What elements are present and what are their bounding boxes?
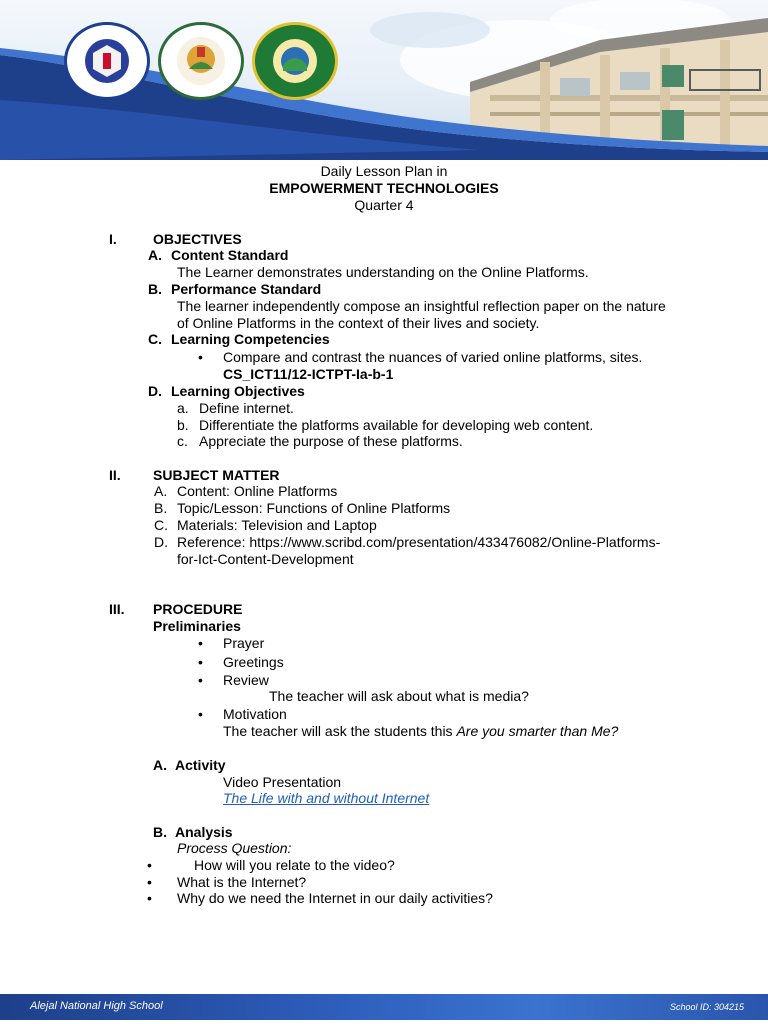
section-3-number: III. (109, 601, 125, 617)
subject-item-label-d: D. (154, 534, 168, 550)
quarter-label: Quarter 4 (354, 197, 414, 213)
subject-item-topic: Topic/Lesson: Functions of Online Platforms (177, 500, 451, 516)
motivation-text (223, 723, 618, 739)
subject-item-label-c: C. (154, 517, 168, 533)
section-2-number: II. (109, 467, 121, 483)
title-line1: Daily Lesson Plan in (320, 163, 448, 179)
subject-item-materials: Materials: Television and Laptop (177, 517, 377, 533)
subject-item-reference-cont: for-Ict-Content-Development (177, 551, 354, 567)
performance-standard-label: B. (148, 281, 162, 297)
motivation-text-italic: Are you smarter than Me? (456, 723, 619, 739)
process-question-label: Process Question: (177, 840, 292, 856)
footer-school-name: Alejal National High School (30, 1000, 163, 1012)
review-text: The teacher will ask about what is media? (269, 688, 529, 704)
activity-title: Activity (175, 757, 226, 773)
region-xi-seal-logo (158, 22, 244, 100)
question-3: Why do we need the Internet in our daily activities? (177, 890, 493, 906)
activity-label: A. (153, 757, 167, 773)
question-bullet-2: • (147, 874, 152, 890)
footer-school-id: School ID: 304215 (669, 1002, 744, 1012)
section-2-heading: SUBJECT MATTER (153, 467, 280, 483)
header-banner (0, 0, 768, 160)
learning-competencies-label: C. (148, 331, 162, 347)
objective-label-a: a. (177, 400, 189, 416)
analysis-label: B. (153, 824, 167, 840)
competency-code: CS_ICT11/12-ICTPT-Ia-b-1 (223, 366, 394, 382)
subject-item-reference: Reference: https://www.scribd.com/presentation/433476082/Online-Platforms- (177, 534, 661, 550)
content-standard-label: A. (148, 247, 162, 263)
objective-text-b: Differentiate the platforms available for developing web content. (199, 417, 594, 433)
prelim-item-prayer: • Prayer (223, 635, 264, 651)
footer-bar (0, 994, 768, 1020)
subject-item-content: Content: Online Platforms (177, 483, 338, 499)
analysis-title: Analysis (175, 824, 233, 840)
objective-label-c: c. (177, 433, 188, 449)
section-3-heading: PROCEDURE (153, 601, 243, 617)
performance-standard-text-2: of Online Platforms in the context of their lives and society. (177, 315, 540, 331)
subject-item-label-b: B. (154, 500, 168, 516)
learning-objectives-title: Learning Objectives (171, 383, 305, 399)
preliminaries-heading: Preliminaries (153, 618, 241, 634)
question-1: How will you relate to the video? (194, 857, 395, 873)
content-standard-text: The Learner demonstrates understanding on the Online Platforms. (177, 264, 589, 280)
activity-video-link[interactable]: The Life with and without Internet (223, 790, 430, 806)
objective-text-a: Define internet. (199, 400, 294, 416)
prelim-item-greetings: • Greetings (223, 654, 284, 670)
objective-label-b: b. (177, 417, 189, 433)
deped-seal-logo (64, 22, 150, 100)
motivation-text-plain: The teacher will ask the students this (223, 723, 457, 739)
performance-standard-text-1: The learner independently compose an insightful reflection paper on the nature (177, 298, 666, 314)
competency-bullet: • Compare and contrast the nuances of varied online platforms, sites. (223, 349, 642, 365)
subject-title: EMPOWERMENT TECHNOLOGIES (269, 180, 499, 196)
prelim-item-review: • Review (223, 672, 269, 688)
question-2: What is the Internet? (177, 874, 307, 890)
division-davao-del-norte-seal-logo (252, 22, 338, 100)
section-1-number: I. (109, 231, 117, 247)
objective-text-c: Appreciate the purpose of these platforms. (199, 433, 463, 449)
learning-objectives-label: D. (148, 383, 162, 399)
question-bullet-3: • (147, 890, 152, 906)
performance-standard-title: Performance Standard (171, 281, 322, 297)
content-standard-title: Content Standard (171, 247, 289, 263)
subject-item-label-a: A. (154, 483, 168, 499)
prelim-item-motivation: • Motivation (223, 706, 287, 722)
learning-competencies-title: Learning Competencies (171, 331, 330, 347)
question-bullet-1: • (147, 857, 152, 873)
section-1-heading: OBJECTIVES (153, 231, 242, 247)
activity-text: Video Presentation (223, 774, 342, 790)
